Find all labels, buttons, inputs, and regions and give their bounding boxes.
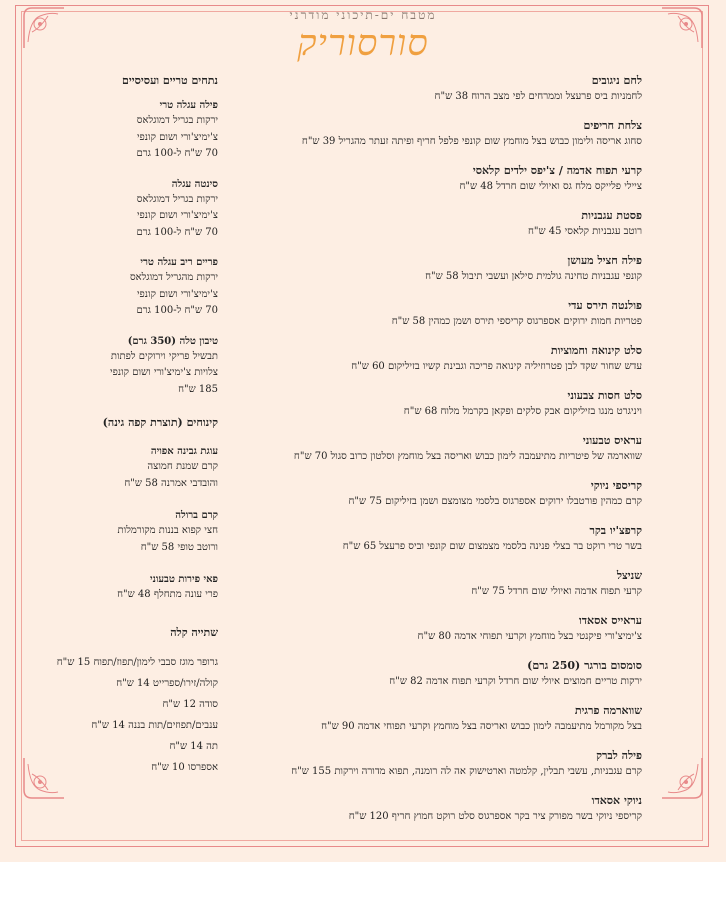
dish-name: סלט חסות צבעוני — [567, 389, 642, 402]
section-title-drinks: שתייה קלה — [170, 625, 218, 639]
dessert-line: חצי קפוא בננות מקורמלות — [117, 525, 218, 536]
side-column — [40, 74, 218, 778]
cut-line: ירקות בגריל דמוגלאס — [136, 193, 218, 205]
cut-line: ירקות בגריל דמוגלאס — [136, 115, 218, 126]
main-menu-column — [232, 74, 642, 839]
dish — [232, 389, 642, 418]
dessert-item — [40, 444, 218, 492]
dish-description: לחמניות ביס פרעצל וממרחים לפי מצב הרוח 38 ש"ח — [434, 91, 642, 102]
cut-line: צ'ימיצ'ורי ושום קונפי — [136, 210, 218, 221]
dish-description: קרם עגבניות, עשבי תבלין, קלמטה וארטישוק אה לה רומנה, תפוא מדורה וירקות 155 ש"ח — [291, 766, 642, 777]
restaurant-logo — [0, 22, 726, 64]
dish-description: רוטב עגבניות קלאסי 45 ש"ח — [527, 226, 642, 237]
dish-description: קריספי ניוקי בשר מפורק ציר בקר אספרגוס סלט רוקט חמוץ חריף 120 ש"ח — [348, 811, 642, 822]
dish-name: עראיס טבעוני — [582, 434, 642, 447]
dish-description: צ'ימיצ'ורי פיקנטי בצל מוחמץ וקרעי תפוחי אדמה 80 ש"ח — [417, 631, 642, 642]
dish-description: שווארמה של פיטריות מתיעמבה לימון כבוש ואריסה בצל מוחמץ וסלטון כרוב סגול 70 ש"ח — [293, 451, 642, 462]
dish-name: לחם ניגובים — [591, 74, 642, 87]
cut-item — [40, 255, 218, 320]
dish-description: קרעי תפוח אדמה ואיולי שום חרדל 75 ש"ח — [471, 586, 642, 597]
cut-line: צ'ימיצ'ורי ושום קונפי — [136, 131, 218, 143]
dessert-name: עוגת גבינה אפויה — [150, 446, 218, 457]
dish — [232, 749, 642, 778]
dish-name: פולנטה תירס עדי — [568, 299, 642, 312]
cut-name: פילה עגלה טרי — [159, 100, 218, 111]
drinks-list — [40, 652, 218, 778]
dish-description: קונפי עגבניות טחינה גולמית סילאן ועשבי תיבול 58 ש"ח — [425, 271, 642, 282]
cut-line: צלויות צ'ימיצ'ורי ושום קונפי — [110, 367, 218, 378]
cut-name: פריים ריב עגלה טרי — [140, 257, 218, 268]
dish-name: שווארמה פרגית — [574, 704, 642, 717]
drink-item: קולה/זירו/ספרייט 14 ש"ח — [116, 677, 218, 689]
drink-item: ענבים/תפוזים/תות בננה 14 ש"ח — [91, 719, 218, 731]
dish — [232, 659, 642, 688]
dish-name: קריספי ניוקי — [590, 479, 642, 492]
section-title-cuts: נתחים טריים ועסיסיים — [122, 74, 218, 87]
dish — [232, 164, 642, 193]
cut-item — [40, 98, 218, 163]
dish — [232, 74, 642, 103]
dish — [232, 434, 642, 463]
dessert-line: והובדבי אמרנה 58 ש"ח — [124, 477, 218, 489]
dessert-name: קרם ברולה — [175, 510, 218, 521]
dish-description: ציילי פלייקס מלח גס ואיולי שום חרדל 48 ש"ח — [459, 181, 642, 192]
cut-line: צ'ימיצ'ורי ושום קונפי — [136, 288, 218, 300]
dish-description: קרם כמהין פורטבלו ירוקים אספרגוס בלסמי מצומצם ושמן בזיליקום 75 ש"ח — [348, 496, 642, 507]
dish — [232, 119, 642, 148]
dish — [232, 614, 642, 643]
cut-line: ירקות מהגריל דמוגלאס — [129, 272, 218, 283]
dish — [232, 569, 642, 598]
cut-item — [40, 177, 218, 242]
cut-name: טיבון טלה (350 גרם) — [127, 335, 218, 347]
dish-name: עראייס אסאדו — [578, 614, 642, 627]
dish — [232, 794, 642, 823]
dish-name: פילה חציל מעושן — [567, 254, 642, 267]
dish — [232, 299, 642, 328]
cut-price: 70 ש"ח ל-100 גרם — [136, 148, 218, 159]
dish-name: שניצל — [616, 569, 642, 582]
dish-description: סחוג אריסה ולימון כבוש בצל מוחמץ שום קונפי פלפל חריף ופיתה זעתר מהגריל 39 ש"ח — [301, 136, 642, 147]
dish-description: בצל מקורמל מתיעמבה לימון כבוש ואריסה בצל מוחמץ וקרעי תפוחי אדמה 90 ש"ח — [321, 721, 642, 732]
dessert-item — [40, 572, 218, 604]
dish — [232, 479, 642, 508]
section-title-desserts: קינוחים (תוצרת קפה גינה) — [102, 416, 218, 429]
drink-item: אספרסו 10 ש"ח — [151, 761, 218, 773]
dish — [232, 524, 642, 553]
dish-description: ירקות טריים חמוצים איולי שום חרדל וקרעי תפוח אדמה 82 ש"ח — [389, 676, 642, 687]
dessert-name: פאי פירות טבעוני — [149, 574, 218, 585]
dessert-item — [40, 508, 218, 556]
dish-name: צלחת חריפים — [583, 119, 642, 132]
dish-name: ניוקי אסאדו — [591, 794, 642, 807]
dish-description: בשר טרי רוקט בר בצלי פנינה בלסמי מצמצום שום קונפי וביס פרעצל 65 ש"ח — [342, 541, 642, 552]
dish — [232, 344, 642, 373]
cut-name: סינטה עגלה — [171, 178, 218, 190]
dish — [232, 209, 642, 238]
dessert-line: קרם שמנת חמוצה — [147, 461, 218, 472]
dessert-line: ורוטב טופי 58 ש"ח — [140, 541, 218, 553]
cut-line: תבשיל פריקי וירוקים לפתות — [110, 350, 218, 362]
dish — [232, 704, 642, 733]
tagline: מטבח ים-תיכוני מודרני — [289, 8, 437, 22]
cut-price: 70 ש"ח ל-100 גרם — [136, 226, 218, 238]
logo-text: סורסוריק — [297, 23, 429, 64]
dish — [232, 254, 642, 283]
dish-description: פטריות חמות ירוקים אספרגוס קריספי תירס ושמן כמהין 58 ש"ח — [391, 316, 642, 327]
dish-description: עדש שחור שקד לבן פטרוזיליה קינואה פריכה וגבינת קשיו בזיליקום 60 ש"ח — [351, 361, 642, 372]
dish-name: סומסום בורגר (250 גרם) — [527, 659, 642, 672]
cut-price: 185 ש"ח — [178, 383, 218, 395]
dish-name: סלט קינואה וחמוציות — [550, 344, 642, 357]
dish-name: פילה לברק — [596, 749, 642, 762]
drink-item: תה 14 ש"ח — [169, 740, 218, 752]
cut-item — [40, 334, 218, 399]
cut-price: 70 ש"ח ל-100 גרם — [136, 305, 218, 316]
corner-ornament-icon — [658, 754, 708, 804]
dish-description: ויניגרט מנגו בזיליקום אבק סלקים ופקאן בקרמל מלוח 68 ש"ח — [403, 406, 642, 417]
dish-name: פסטת עגבניות — [581, 209, 642, 222]
drink-item: סודה 12 ש"ח — [162, 698, 218, 710]
dish-name: קרעי תפוח אדמה / צ'יפס ילדים קלאסי — [472, 164, 642, 177]
dish-name: קרפצ'יו בקר — [589, 524, 642, 537]
dessert-line: פרי עונה מתחלף 48 ש"ח — [117, 589, 218, 600]
drink-item: גרופר מוגז סבבי לימון/תפוז/תפוח 15 ש"ח — [56, 656, 218, 668]
